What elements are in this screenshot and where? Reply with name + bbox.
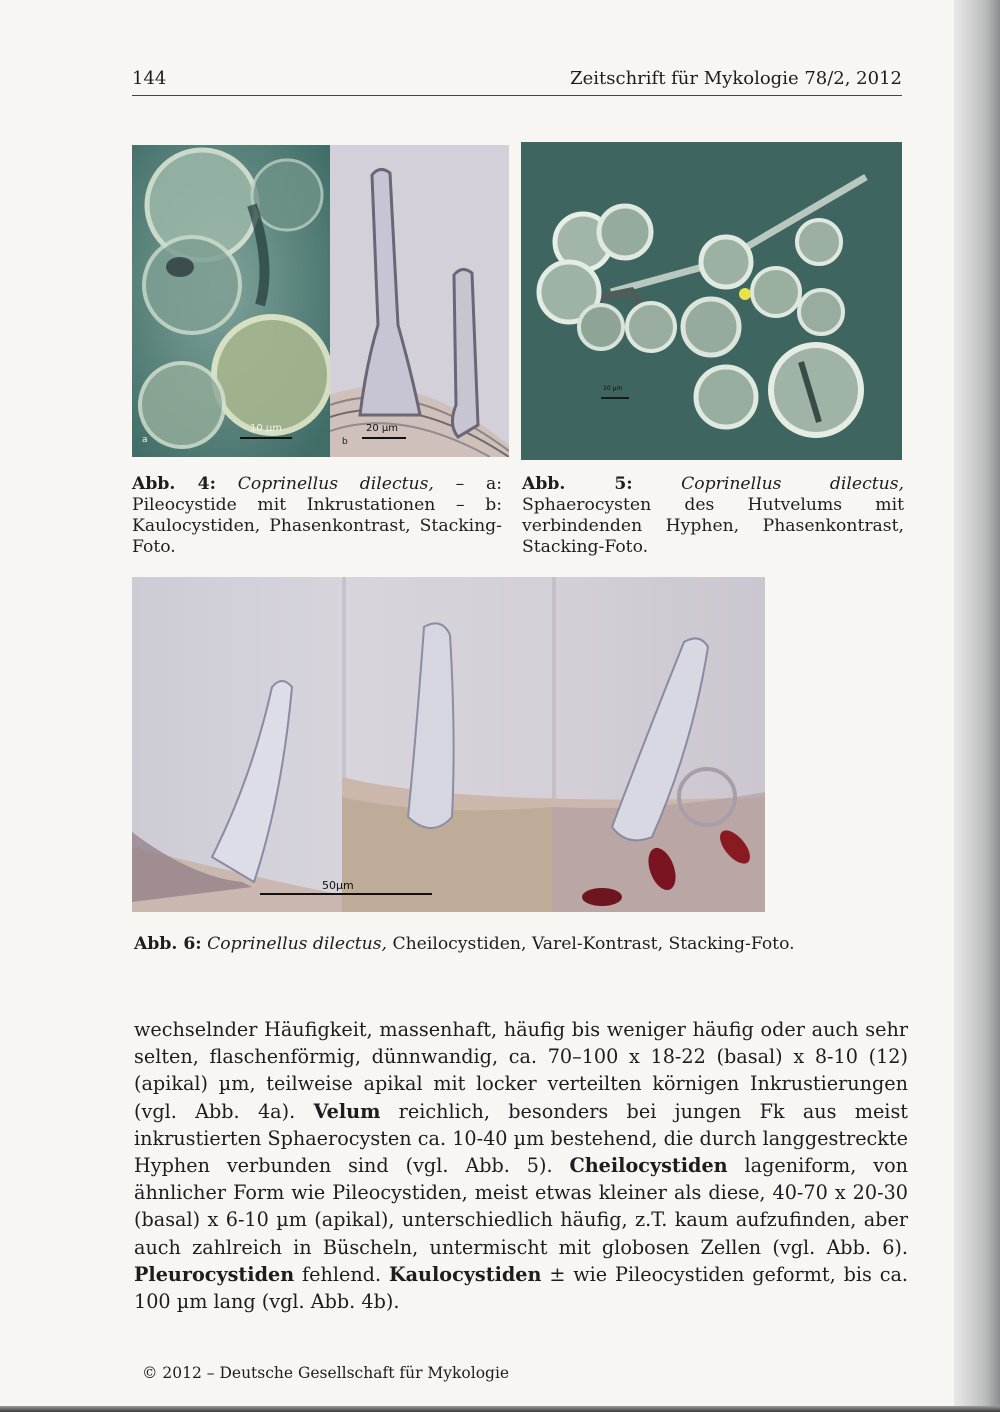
figure-6-photo xyxy=(132,577,765,912)
caption-4-label: Abb. 4: xyxy=(132,474,216,494)
term-kaulocystiden: Kaulocystiden xyxy=(388,1262,542,1286)
term-cheilocystiden: Cheilocystiden xyxy=(569,1154,728,1178)
body-paragraph xyxy=(134,1016,908,1315)
scan-edge xyxy=(0,1406,1000,1412)
body-text-5: ± wie Pileocystiden geformt, bis ca. 100 µm lang (vgl. Abb. 4b). xyxy=(134,1262,908,1314)
body-text-3: lageniform, von ähnlicher Form wie Pileocystiden, meist etwas kleiner als diese, 40-70 x 20-30 (basal) x 6-10 µm (apikal), unterschiedlich häufig, z.T. kaum aufzufinden, aber auch zahlreich in Büscheln, untermischt mit globosen Zellen (vgl. Abb. 6). xyxy=(134,1154,908,1259)
scale-label-4a: 10 µm xyxy=(250,423,283,434)
caption-4-text: – a: Pileocystide mit Inkrustationen – b: Kaulocystiden, Phasenkontrast, Stacking-Foto. xyxy=(132,474,502,557)
scale-label-4b: 20 µm xyxy=(366,423,399,434)
figure-4a-photo xyxy=(132,145,330,457)
body-text-1: wechselnder Häufigkeit, massenhaft, häufig bis weniger häufig oder auch sehr selten, flaschenförmig, dünnwandig, ca. 70–100 x 18-22 (basal) x 8-10 (12) (apikal) µm, teilweise apikal mit locker verteilten körnigen Inkrustierungen (vgl. Abb. 4a). xyxy=(134,1018,908,1123)
caption-6-label: Abb. 6: xyxy=(134,934,202,954)
caption-6-text: Cheilocystiden, Varel-Kontrast, Stacking-Foto. xyxy=(386,934,795,954)
caption-5-label: Abb. 5: xyxy=(522,474,633,494)
caption-figure-4 xyxy=(132,474,502,558)
scale-label-5: 10 µm xyxy=(603,385,623,392)
term-pleurocystiden: Pleurocystiden xyxy=(134,1262,295,1286)
caption-figure-5 xyxy=(522,474,904,558)
body-text-4: fehlend. xyxy=(294,1262,389,1286)
term-velum: Velum xyxy=(313,1099,381,1123)
caption-4-species: Coprinellus dilectus, xyxy=(237,474,434,494)
panel-label-a: a xyxy=(142,435,148,445)
journal-title: Zeitschrift für Mykologie 78/2, 2012 xyxy=(570,68,902,89)
figure-5-photo xyxy=(521,142,902,460)
book-spine-shadow xyxy=(954,0,1000,1412)
caption-5-species: Coprinellus dilectus, xyxy=(681,474,904,494)
page-number: 144 xyxy=(132,68,167,89)
header-rule xyxy=(132,95,902,96)
caption-figure-6 xyxy=(134,934,834,955)
page-header xyxy=(132,66,902,96)
scale-label-6: 50µm xyxy=(322,879,354,892)
panel-label-b: b xyxy=(342,437,348,447)
caption-5-text: Sphaerocysten des Hutvelums mit verbindenden Hyphen, Phasenkontrast, Stacking-Foto. xyxy=(522,495,904,557)
figure-4b-photo xyxy=(330,145,509,457)
caption-6-species: Coprinellus dilectus, xyxy=(207,934,387,954)
page-footer: © 2012 – Deutsche Gesellschaft für Mykologie xyxy=(142,1364,510,1382)
body-text-2: reichlich, besonders bei jungen Fk aus meist inkrustierten Sphaerocysten ca. 10-40 µm bestehend, die durch langgestreckte Hyphen verbunden sind (vgl. Abb. 5). xyxy=(134,1099,909,1178)
